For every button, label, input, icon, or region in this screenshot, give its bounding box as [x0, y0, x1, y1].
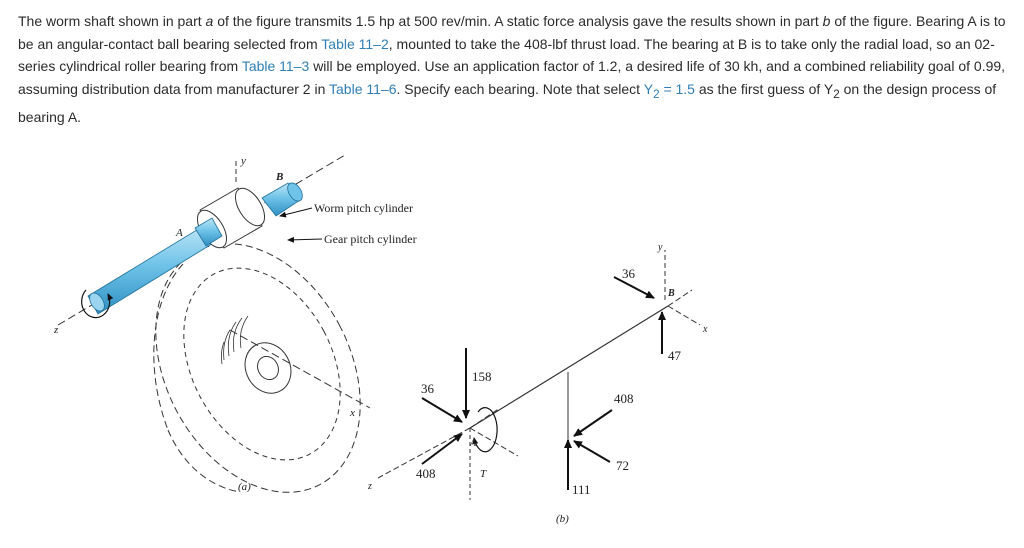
axis-x-label-a: x [350, 407, 355, 419]
force-36-a-label: 36 [421, 381, 434, 396]
force-72-label: 72 [616, 458, 629, 473]
bearing-b-label-a: B [276, 171, 284, 183]
point-a-label-b: A [470, 438, 477, 449]
table-11-3-link[interactable]: Table 11–3 [241, 58, 310, 74]
axis-z-label-a: z [54, 324, 59, 336]
gear-pitch-cylinder-label: Gear pitch cylinder [324, 232, 417, 246]
force-47-label: 47 [668, 348, 681, 363]
bearing-a-label-a: A [176, 227, 183, 239]
figure-a [53, 155, 417, 528]
problem-statement: The worm shaft shown in part a of the figure transmits 1.5 hp at 500 rev/min. A static force analysis gave the results shown in part b of the figure. Bearing A is to be an angular-contact ball bearing selected from Table 11–2, mounted to take the 408-lbf thrust load. The bearing at B is to take only the radial load, so an 02-series cylindrical roller bearing from Table 11–3 will be employed. Use an application factor of 1.2, a desired life of 30 kh, and a combined reliability goal of 0.99, assuming distribution data from manufacturer 2 in Table 11–6. Specify each bearing. Note that select $Y_2 = 1.5$ as the first guess of $Y_2$ on the design process of bearing A. [18, 13, 1006, 125]
torque-t-label: T [480, 468, 487, 480]
worm-pitch-cylinder-label: Worm pitch cylinder [314, 201, 414, 215]
axis-z-label-b: z [368, 481, 372, 492]
force-111-label: 111 [572, 482, 591, 497]
figure-b [367, 242, 708, 525]
table-11-2-link[interactable]: Table 11–2 [321, 35, 389, 52]
point-b-label-b: B [668, 288, 675, 299]
axis-y-label-a: y [241, 155, 246, 167]
figure-b-caption: (b) [556, 513, 569, 525]
figure-a-caption: (a) [238, 481, 251, 493]
force-36-b-label: 36 [622, 266, 635, 281]
force-408-a-label: 408 [416, 466, 436, 481]
force-408-b-label: 408 [614, 391, 634, 406]
gear-hub [221, 316, 299, 401]
axis-x-label-b: x [703, 324, 708, 335]
axis-y-label-b: y [658, 242, 663, 253]
table-11-6-link[interactable]: Table 11–6 [329, 80, 397, 97]
force-158-label: 158 [472, 369, 492, 384]
y2-guess: $Y_2 = 1.5$ [643, 80, 695, 101]
